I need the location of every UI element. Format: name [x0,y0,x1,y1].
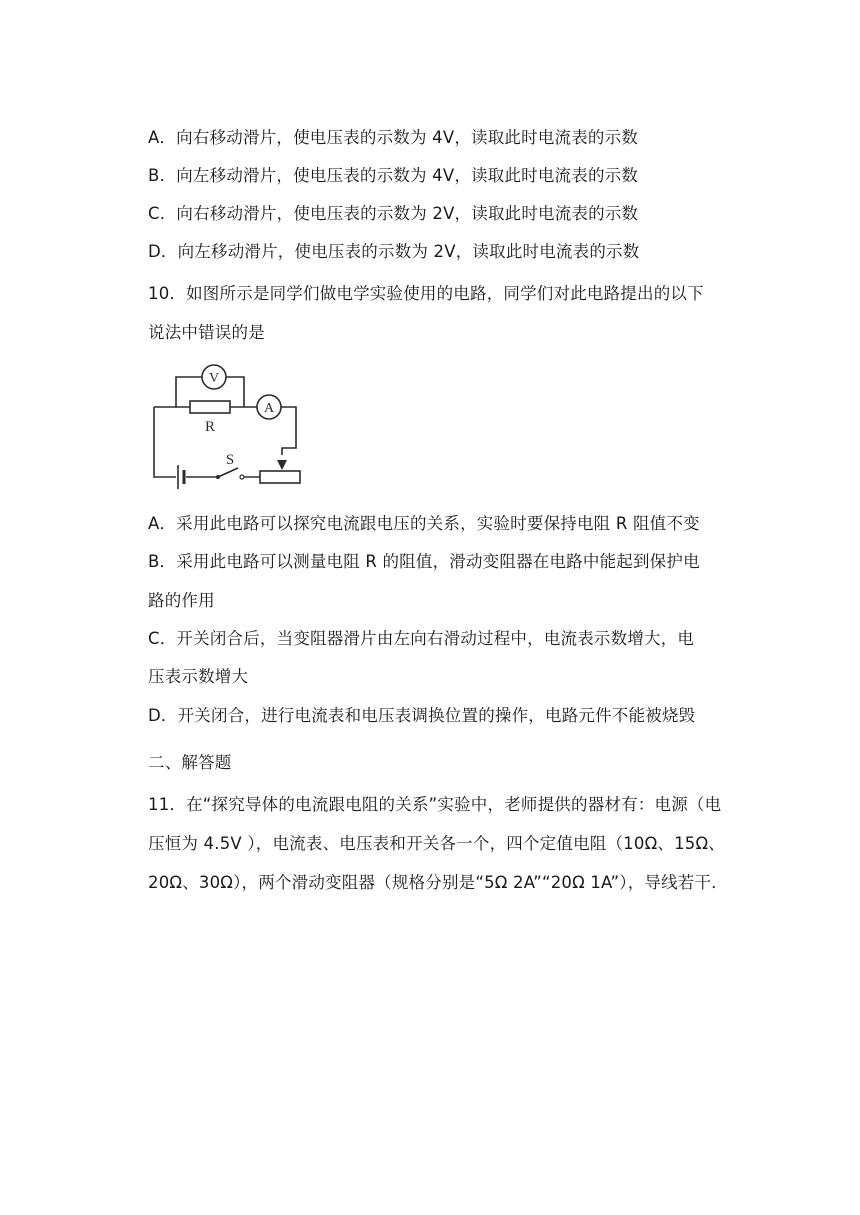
wire-ammeter-slider [281,407,296,455]
ammeter-label: A [263,401,275,416]
section-title: 二、解答题 [148,753,232,772]
circuit-diagram [150,360,310,495]
wire-left-bottom [154,407,176,477]
q10-option-a: A．采用此电路可以探究电流跟电压的关系，实验时要保持电阻 R 阻值不变 [148,514,700,533]
resistor-icon [190,401,230,413]
q10-option-c-line2: 压表示数增大 [148,667,249,686]
q11-line1: 11．在“探究导体的电流跟电阻的关系”实验中，老师提供的器材有：电源（电 [148,795,722,814]
q11-line3: 20Ω、30Ω），两个滑动变阻器（规格分别是“5Ω 2A”“20Ω 1A”），导线若干． [148,873,728,892]
voltmeter-wire-right [226,377,244,407]
q11-line2: 压恒为 4.5V ），电流表、电压表和开关各一个，四个定值电阻（10Ω、15Ω、 [148,834,725,853]
q10-option-b-line1: B．采用此电路可以测量电阻 R 的阻值，滑动变阻器在电路中能起到保护电 [148,552,700,571]
slider-arrow-icon [277,460,287,470]
voltmeter-label: V [208,371,220,386]
q9-option-b: B．向左移动滑片，使电压表的示数为 4V，读取此时电流表的示数 [148,166,639,185]
q10-stem-line2: 说法中错误的是 [148,323,265,342]
q9-option-d: D．向左移动滑片，使电压表的示数为 2V，读取此时电流表的示数 [148,242,640,261]
switch-icon [218,468,238,477]
q10-option-d: D．开关闭合，进行电流表和电压表调换位置的操作，电路元件不能被烧毁 [148,706,696,725]
voltmeter-wire-left [176,377,202,407]
q10-option-b-line2: 路的作用 [148,591,215,610]
q10-option-c-line1: C．开关闭合后，当变阻器滑片由左向右滑动过程中，电流表示数增大，电 [148,629,695,648]
switch-contact-right [240,475,244,479]
switch-label: S [225,452,235,468]
switch-contact-left [216,475,220,479]
q9-option-a: A．向右移动滑片，使电压表的示数为 4V，读取此时电流表的示数 [148,128,639,147]
rheostat-icon [260,471,300,483]
resistor-label: R [204,419,216,435]
q9-option-c: C．向右移动滑片，使电压表的示数为 2V，读取此时电流表的示数 [148,204,639,223]
q10-stem-line1: 10．如图所示是同学们做电学实验使用的电路，同学们对此电路提出的以下 [148,284,704,303]
